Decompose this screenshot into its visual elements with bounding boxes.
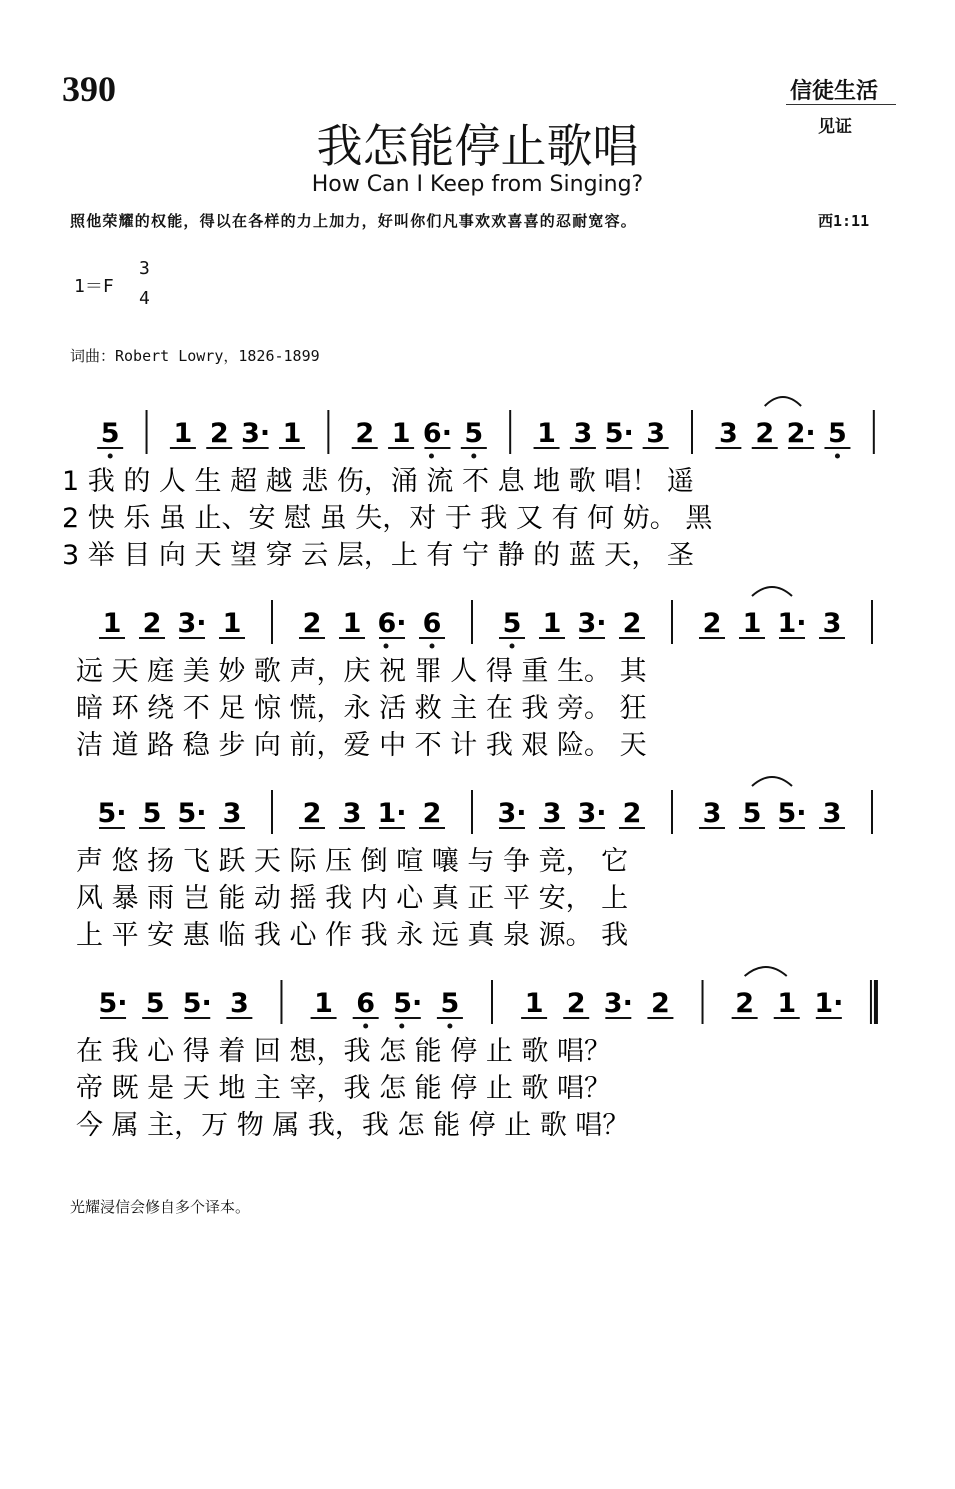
lyric-line: 暗 环 绕 不 足 惊 慌，永 活 救 主 在 我 旁。 狂 [76, 693, 647, 724]
note: 3 [702, 798, 722, 829]
note: 3· [577, 798, 607, 829]
note: 5· [777, 798, 807, 829]
note: 3· [241, 418, 271, 449]
note: 3 [822, 608, 842, 639]
note: 5· [97, 798, 127, 829]
tie-arc [752, 587, 792, 596]
note: 3 [342, 798, 362, 829]
note: 2 [355, 418, 375, 449]
note: 1 [391, 418, 411, 449]
note: 2 [302, 798, 322, 829]
low-octave-dot [429, 454, 434, 459]
note: 3 [542, 798, 562, 829]
note: 1 [542, 608, 562, 639]
note: 2 [702, 608, 722, 639]
time-signature-numerator: 3 [139, 258, 150, 279]
category-label: 信徒生活 [790, 78, 879, 104]
note: 1 [342, 608, 362, 639]
note: 1 [282, 418, 302, 449]
note: 6 [422, 608, 442, 639]
note: 3 [229, 988, 249, 1019]
note: 5 [828, 418, 847, 449]
composer-credits: 词曲：Robert Lowry，1826-1899 [70, 347, 320, 365]
note: 5 [502, 608, 522, 639]
subcategory-label: 见证 [818, 117, 852, 137]
note: 1 [222, 608, 242, 639]
low-octave-dot [399, 1024, 404, 1029]
note: 2 [209, 418, 229, 449]
note: 5 [440, 988, 460, 1019]
note: 2 [566, 988, 586, 1019]
note: 2 [302, 608, 322, 639]
note: 5 [100, 418, 120, 449]
lyric-line: 2 快 乐 虽 止、安 慰 虽 失，对 于 我 又 有 何 妨。 黑 [62, 503, 713, 534]
lyric-line: 上 平 安 惠 临 我 心 作 我 永 远 真 泉 源。 我 [76, 920, 629, 951]
note: 3 [646, 418, 666, 449]
note: 5 [742, 798, 762, 829]
lyric-line: 1 我 的 人 生 超 越 悲 伤，涌 流 不 息 地 歌 唱！ 遥 [62, 466, 694, 497]
lyric-line: 今 属 主，万 物 属 我，我 怎 能 停 止 歌 唱？ [76, 1110, 630, 1141]
note: 1 [777, 988, 797, 1019]
lyric-line: 远 天 庭 美 妙 歌 声，庆 祝 罪 人 得 重 生。 其 [76, 656, 647, 687]
note: 5· [393, 988, 423, 1019]
note: 5· [182, 988, 212, 1019]
note: 5· [177, 798, 207, 829]
time-signature-denominator: 4 [139, 288, 150, 309]
note: 3 [822, 798, 842, 829]
low-octave-dot [108, 454, 113, 459]
note: 2 [651, 988, 670, 1019]
low-octave-dot [471, 454, 476, 459]
note: 3· [577, 608, 607, 639]
note: 6· [422, 418, 452, 449]
note: 6· [377, 608, 407, 639]
lyric-line: 在 我 心 得 着 回 想，我 怎 能 停 止 歌 唱？ [76, 1036, 611, 1067]
note: 3 [573, 418, 593, 449]
key-signature: 1＝F [74, 276, 114, 297]
tie-arc [765, 397, 801, 406]
note: 1· [777, 608, 807, 639]
low-octave-dot [363, 1024, 368, 1029]
low-octave-dot [384, 644, 389, 649]
scripture-verse: 照他荣耀的权能，得以在各样的力上加力，好叫你们凡事欢欢喜喜的忍耐宽容。 [70, 212, 638, 230]
low-octave-dot [430, 644, 435, 649]
tie-arc [745, 967, 787, 976]
note: 3 [718, 418, 738, 449]
note: 5 [464, 418, 484, 449]
note: 1· [377, 798, 407, 829]
note: 2 [142, 608, 162, 639]
note: 3 [222, 798, 242, 829]
lyric-line: 声 悠 扬 飞 跃 天 际 压 倒 喧 嚷 与 争 竞， 它 [76, 846, 629, 877]
note: 5 [145, 988, 165, 1019]
note: 1 [102, 608, 122, 639]
hymn-title-chinese: 我怎能停止歌唱 [316, 119, 639, 173]
note: 5· [604, 418, 634, 449]
low-octave-dot [447, 1024, 452, 1029]
note: 5 [142, 798, 162, 829]
scripture-reference: 西1:11 [818, 212, 870, 230]
note: 1 [537, 418, 556, 449]
note: 2 [622, 608, 642, 639]
note: 2· [786, 418, 816, 449]
note: 6 [356, 988, 376, 1019]
low-octave-dot [510, 644, 515, 649]
tie-arc [752, 777, 792, 786]
note: 3· [177, 608, 207, 639]
note: 2 [755, 418, 775, 449]
note: 1 [742, 608, 762, 639]
note: 2 [422, 798, 442, 829]
lyric-line: 风 暴 雨 岂 能 动 摇 我 内 心 真 正 平 安， 上 [76, 883, 629, 914]
lyric-line: 洁 道 路 稳 步 向 前，爱 中 不 计 我 艰 险。 天 [76, 730, 647, 761]
note: 3· [603, 988, 633, 1019]
footer-note: 光耀浸信会修自多个译本。 [70, 1198, 251, 1216]
note: 1 [314, 988, 333, 1019]
note: 1 [524, 988, 544, 1019]
hymn-title-english: How Can I Keep from Singing? [311, 172, 644, 197]
note: 3· [497, 798, 527, 829]
note: 2 [622, 798, 642, 829]
note: 1· [814, 988, 844, 1019]
hymn-number: 390 [62, 69, 116, 109]
low-octave-dot [835, 454, 840, 459]
note: 5· [98, 988, 128, 1019]
note: 1 [173, 418, 193, 449]
note: 2 [735, 988, 755, 1019]
lyric-line: 3 举 目 向 天 望 穿 云 层，上 有 宁 静 的 蓝 天， 圣 [62, 540, 694, 571]
lyric-line: 帝 既 是 天 地 主 宰，我 怎 能 停 止 歌 唱？ [76, 1073, 611, 1104]
